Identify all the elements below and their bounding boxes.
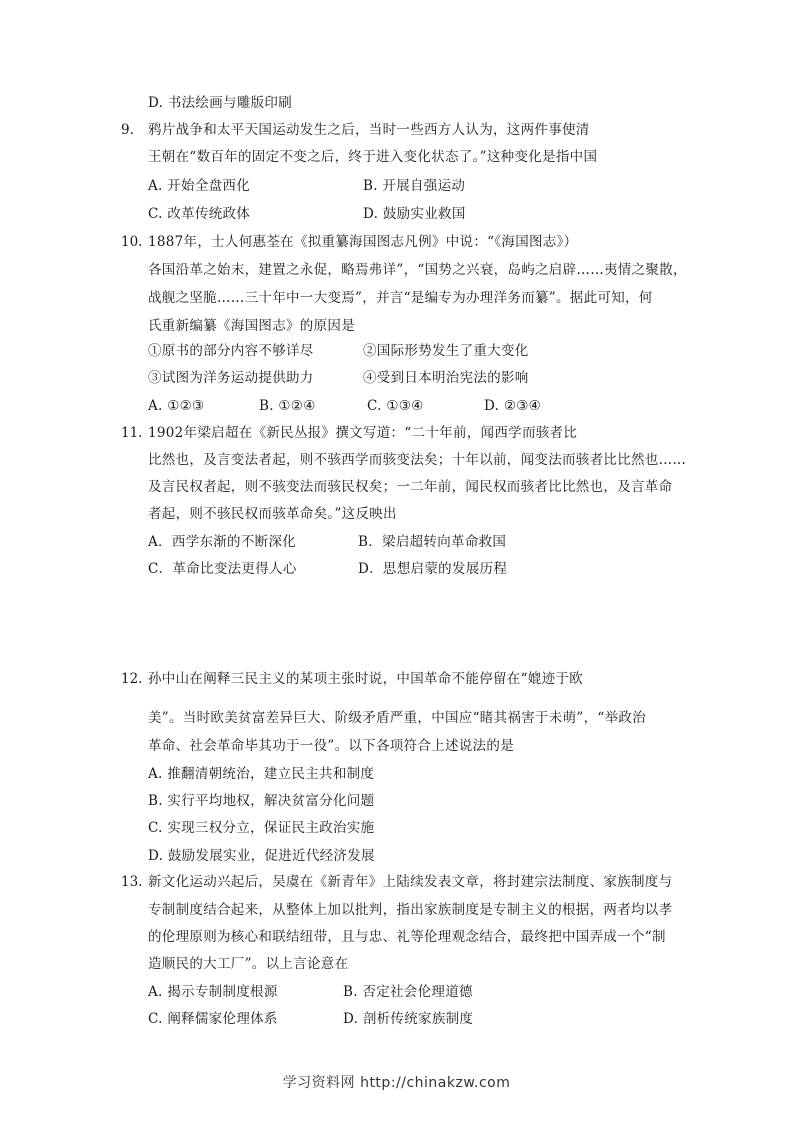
q13-option-b: B. 否定社会伦理道德 — [343, 984, 473, 1000]
q12-option-c: C. 实现三权分立，保证民主政治实施 — [148, 820, 375, 836]
q13-stem-line-3: 的伦理原则为核心和联结纽带，且与忠、礼等伦理观念结合，最终把中国弄成一个“制 — [148, 929, 666, 945]
q10-option-b: B. ①②④ — [259, 398, 316, 414]
q13-option-a: A. 揭示专制制度根源 — [148, 984, 278, 1000]
q10-item-2: ②国际形势发生了重大变化 — [363, 343, 529, 359]
q12-number: 12. — [121, 671, 143, 687]
q11-option-d: D．思想启蒙的发展历程 — [358, 561, 508, 577]
q10-item-4: ④受到日本明治宪法的影响 — [363, 370, 529, 386]
q13-option-d: D. 剖析传统家族制度 — [343, 1011, 474, 1027]
q11-option-a: A．西学东渐的不断深化 — [148, 534, 297, 550]
q9-stem-line-2: 王朝在“数百年的固定不变之后，终于进入变化状态了。”这种变化是指中国 — [148, 149, 598, 165]
q9-option-b: B. 开展自强运动 — [363, 178, 466, 194]
q9-stem-line-1: 鸦片战争和太平天国运动发生之后，当时一些西方人认为，这两件事使清 — [148, 122, 590, 138]
q13-option-c: C. 阐释儒家伦理体系 — [148, 1011, 278, 1027]
q11-number: 11. — [121, 425, 143, 441]
q12-stem-line-1: 孙中山在阐释三民主义的某项主张时说，中国革命不能停留在“媲迹于欧 — [148, 671, 584, 687]
q11-stem-line-1: 1902年梁启超在《新民丛报》撰文写道：“二十年前，闻西学而骇者比 — [148, 425, 578, 441]
q12-option-a: A. 推翻清朝统治，建立民主共和制度 — [148, 766, 375, 782]
q13-stem-line-2: 专制制度结合起来，从整体上加以批判，指出家族制度是专制主义的根据，两者均以孝 — [148, 902, 673, 918]
q12-option-d: D. 鼓励发展实业，促进近代经济发展 — [148, 848, 375, 864]
footer-site-text: 学习资料网 http://chinakzw.com — [282, 1075, 511, 1091]
q11-stem-line-4: 者起，则不骇民权而骇革命矣。”这反映出 — [148, 506, 397, 522]
q11-stem-line-3: 及言民权者起，则不骇变法而骇民权矣；一二年前，闻民权而骇者比比然也，及言革命 — [148, 479, 673, 495]
q8-option-d: D. 书法绘画与雕版印刷 — [148, 95, 293, 111]
q10-stem-line-3: 战舰之坚脆……三十年中一大变焉”，并言“是编专为办理洋务而纂”。据此可知，何 — [148, 290, 653, 306]
q13-stem-line-1: 新文化运动兴起后，吴虞在《新青年》上陆续发表文章，将封建宗法制度、家族制度与 — [148, 874, 673, 890]
q10-option-a: A. ①②③ — [148, 398, 205, 414]
q10-option-d: D. ②③④ — [484, 398, 542, 414]
q10-stem-line-4: 氏重新编纂《海国图志》的原因是 — [148, 318, 355, 334]
q9-option-d: D. 鼓励实业救国 — [363, 206, 466, 222]
q12-option-b: B. 实行平均地权，解决贫富分化问题 — [148, 793, 375, 809]
q10-number: 10. — [121, 234, 143, 250]
q13-number: 13. — [121, 874, 143, 890]
q10-stem-line-2: 各国沿革之始末，建置之永促，略焉弗详”，“国势之兴衰，岛屿之启辟……夷情之聚散， — [148, 262, 687, 278]
q10-item-1: ①原书的部分内容不够详尽 — [148, 343, 314, 359]
q11-option-c: C．革命比变法更得人心 — [148, 561, 297, 577]
q10-option-c: C. ①③④ — [367, 398, 424, 414]
q12-stem-line-2: 美”。当时欧美贫富差异巨大、阶级矛盾严重，中国应“睹其祸害于未萌”，“举政治 — [148, 710, 647, 726]
q13-stem-line-4: 造顺民的大工厂”。以上言论意在 — [148, 956, 349, 972]
q9-option-a: A. 开始全盘西化 — [148, 178, 251, 194]
q12-stem-line-3: 革命、社会革命毕其功于一役”。以下各项符合上述说法的是 — [148, 738, 515, 754]
q11-stem-line-2: 比然也，及言变法者起，则不骇西学而骇变法矣；十年以前，闻变法而骇者比比然也…… — [148, 452, 687, 468]
q10-item-3: ③试图为洋务运动提供助力 — [148, 370, 314, 386]
q11-option-b: B．梁启超转向革命救国 — [358, 534, 507, 550]
q10-stem-line-1: 1887年，士人何惠荃在《拟重纂海国图志凡例》中说：“《海国图志》） — [148, 234, 578, 250]
q9-option-c: C. 改革传统政体 — [148, 206, 251, 222]
q9-number: 9. — [121, 122, 134, 138]
